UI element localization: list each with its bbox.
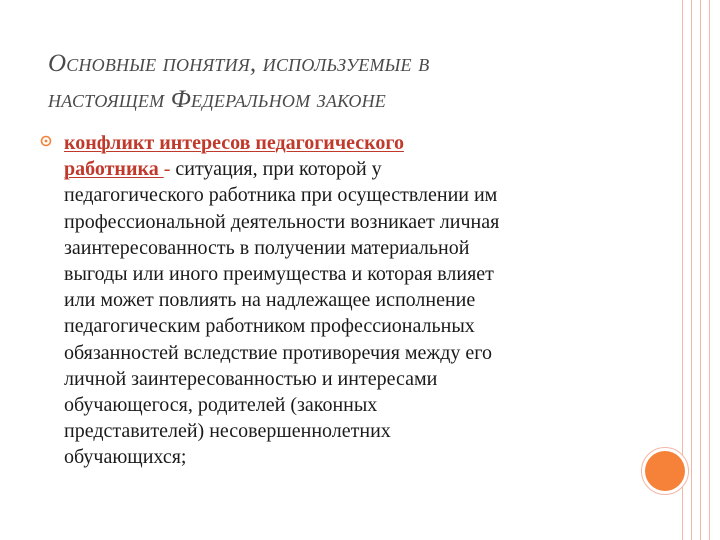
term-separator: - [163, 158, 171, 181]
definition-line: профессиональной деятельности возникает личная [64, 210, 500, 233]
definition-line: обязанностей вследствие противоречия между его [64, 341, 493, 364]
definition-paragraph [64, 130, 634, 471]
definition-line: обучающихся; [64, 446, 187, 469]
slide-title [48, 46, 668, 118]
term-text-1: конфликт интересов педагогического [64, 132, 404, 154]
definition-line: педагогическим работником профессиональных [64, 315, 475, 338]
definition-line: или может повлиять на надлежащее исполнение [64, 289, 476, 312]
right-stripe-inner [691, 0, 701, 540]
term-line-1 [64, 130, 634, 156]
term-text-2: работника [64, 158, 164, 181]
definition-line: личной заинтересованностью и интересами [64, 367, 438, 390]
definition-line: заинтересованность в получении материальной [64, 236, 470, 259]
definition-line: выгоды или иного преимущества и которая влияет [64, 263, 494, 286]
definition-line: педагогического работника при осуществлении им [64, 184, 498, 207]
orange-circle-icon [645, 451, 685, 491]
title-line-1: Основные понятия, используемые в [48, 50, 430, 77]
definition-line: представителей) несовершеннолетних [64, 420, 391, 443]
circle-bullet-icon [40, 135, 52, 147]
term-line-2 [64, 156, 634, 182]
title-line-2: настоящем Федеральном законе [48, 86, 386, 113]
definition-line: обучающегося, родителей (законных [64, 394, 378, 417]
definition-start: ситуация, при которой у [170, 158, 382, 181]
